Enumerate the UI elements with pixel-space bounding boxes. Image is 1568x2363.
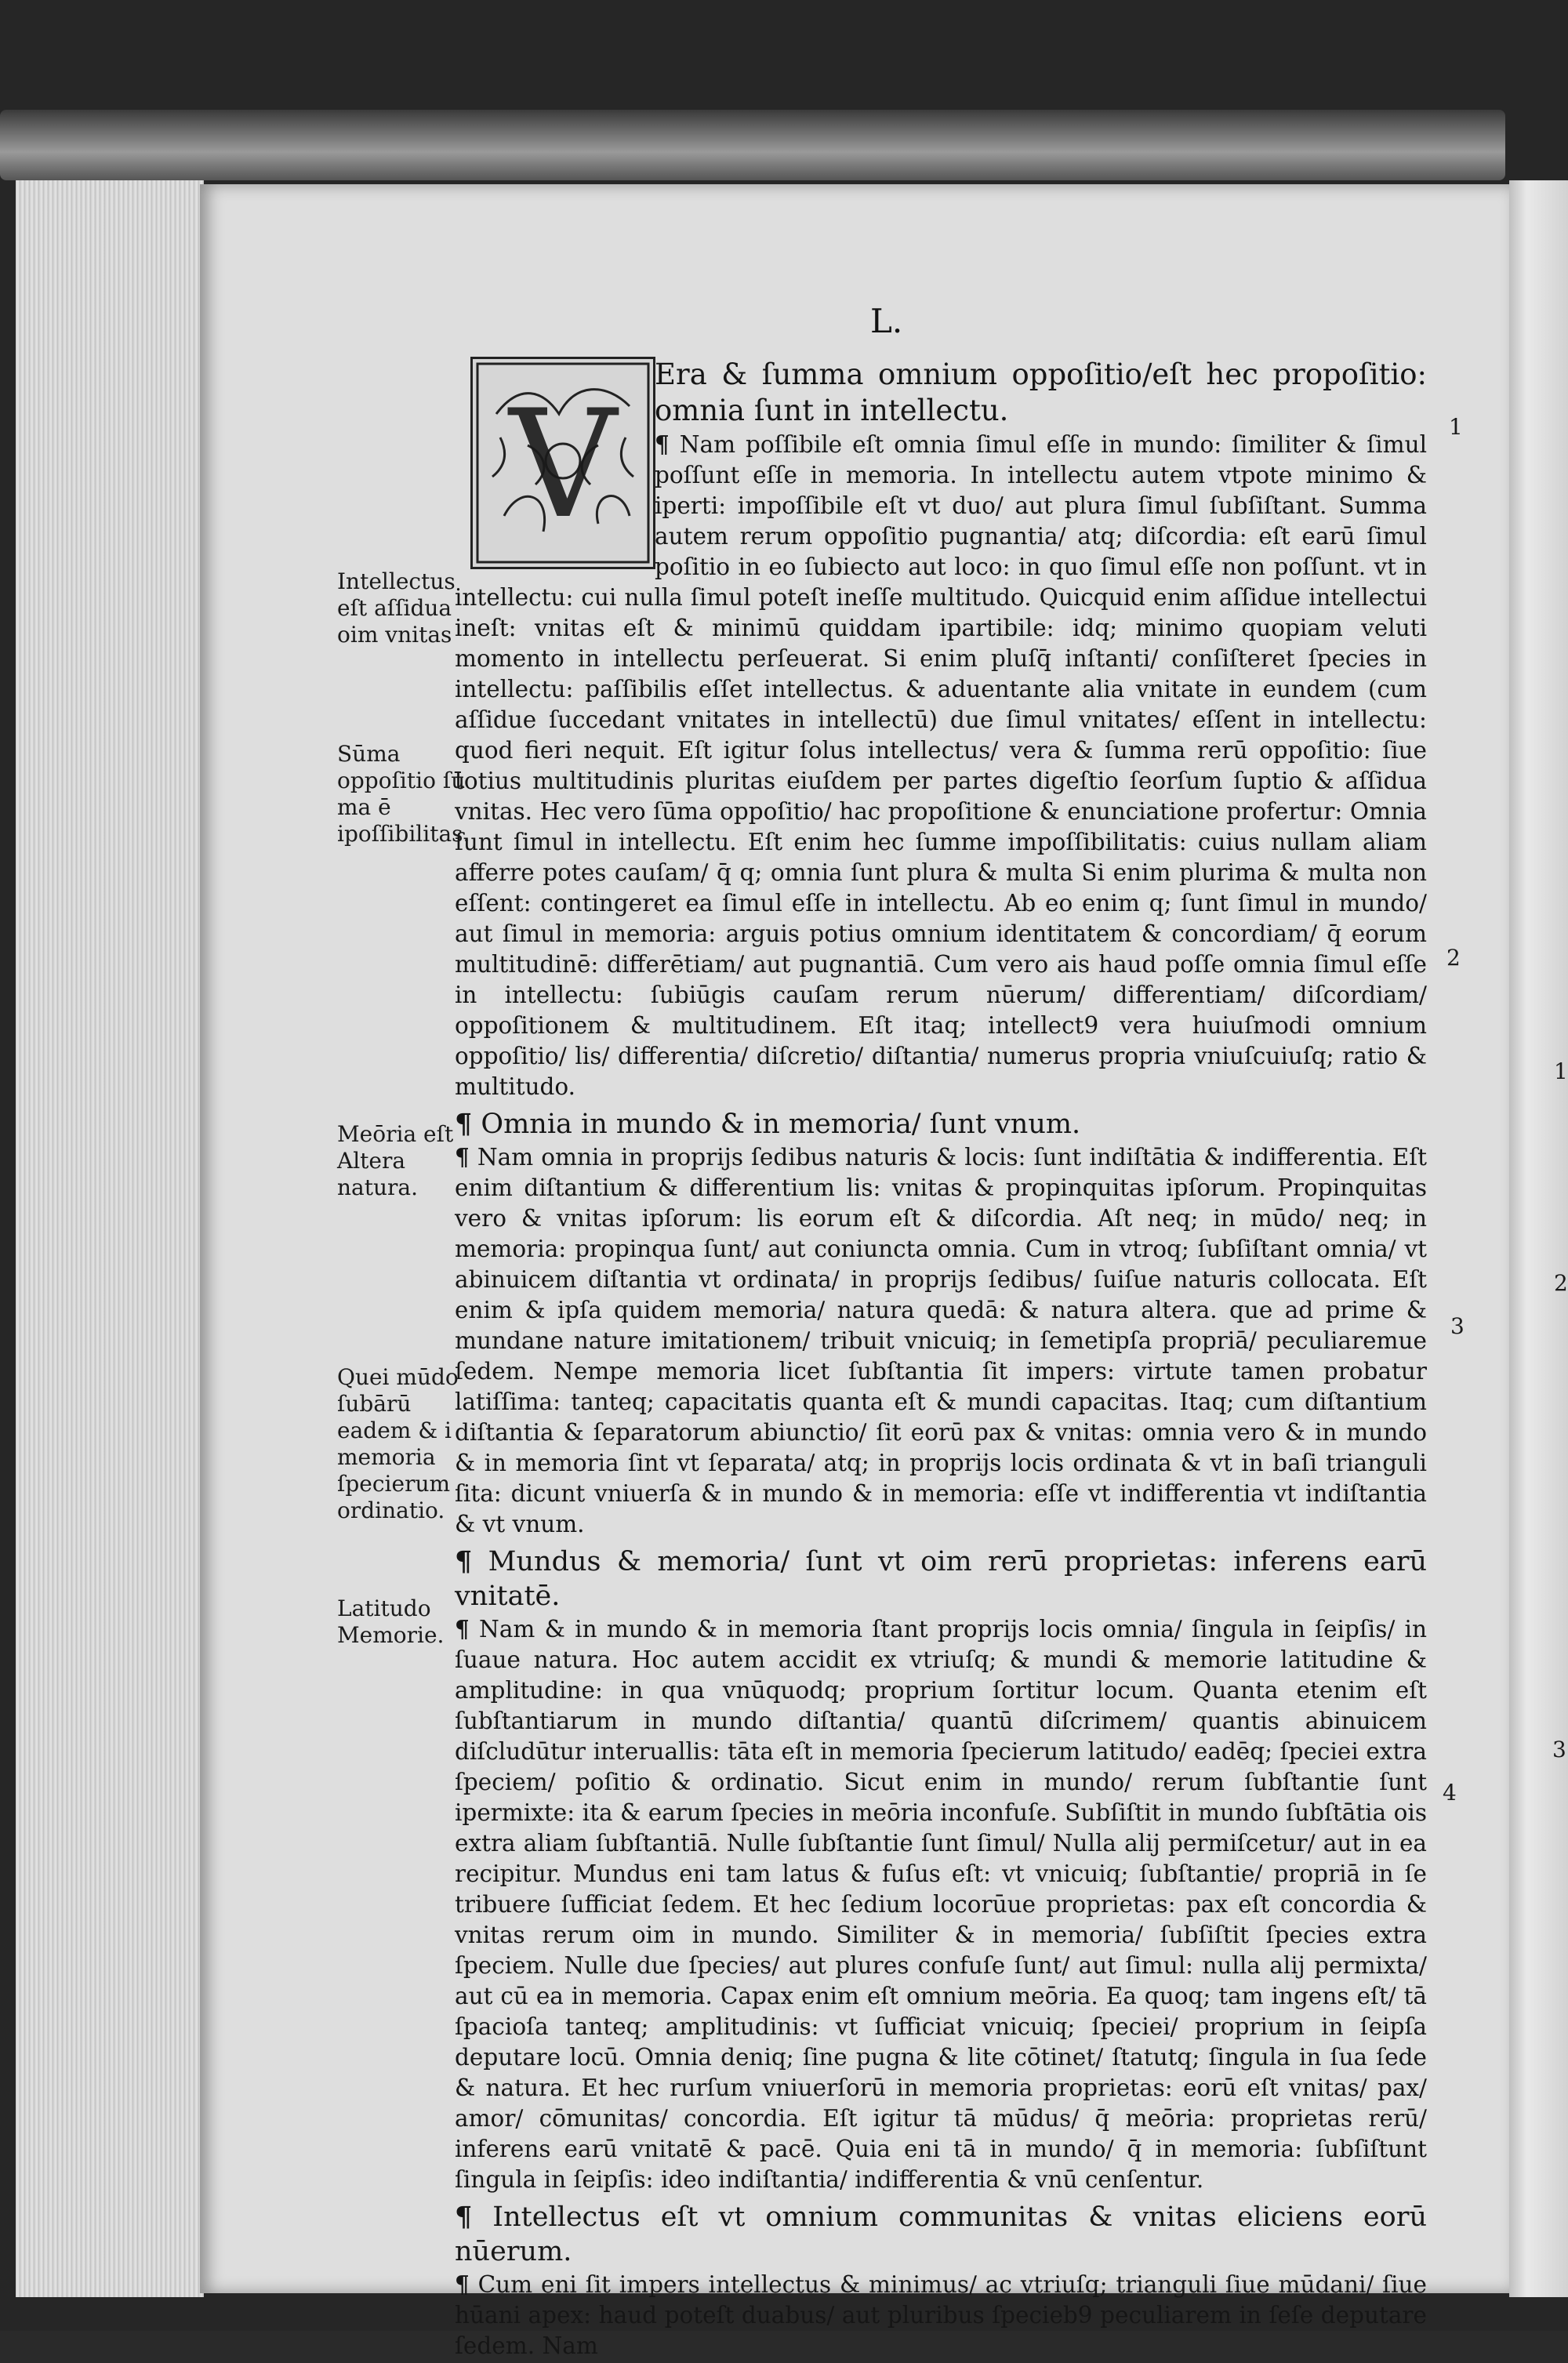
section-text-1: ¶ Nam poſſibile eſt omnia ſimul eſſe in mundo: ſimiliter & ſimul poſſunt eſſe in memoria. In intellectu autem vtpote minimo & iperti: impoſſibile eſt vt duo/ aut plura ſimul ſubſiſtant. Summa autem rerum oppoſitio pugnantia/ atq; diſcordia: eſt earū ſimul poſitio in eo ſubiecto aut loco: in quo ſimul eſſe non poſſunt. vt in intellectu: cui nulla ſimul poteſt ineſſe multitudo. Quicquid enim aſſidue intellectui ineſt: vnitas eſt & minimū quiddam ipartibile: idq; minimo quopiam veluti momento in intellectu perſeuerat. Si enim pluſq̄ inſtanti/ conſiſteret ſpecies in intellectu: paſſibilis eſſet intellectus. & aduentante alia vnitate in eundem (cum aſſidue ſuccedant vnitates in intellectū) due ſimul vnitates/ eſſent in intellectu: quod fieri nequit. Eſt igitur ſolus intellectus/ vera & ſumma rerū oppoſitio: ſiue totius multitudinis pluritas eiuſdem per partes digeſtio ſeorſum ſuptio & aſſidua vnitas. Hec vero ſūma oppoſitio/ hac propoſitione & enunciatione profertur: Omnia ſunt ſimul in intellectu. Eſt enim hec ſumme impoſſibilitatis: cuius nullam aliam afferre potes cauſam/ q̄ q; omnia ſunt plura & multa Si enim plurima & multa non eſſent: contingeret ea ſimul eſſe in intellectu. Ab eo enim q; ſunt ſimul in mundo/ aut ſimul in memoria: arguis potius omnium identitatem & concordiam/ q̄ eorum multitudinē: differētiam/ aut pugnantiā. Cum vero ais haud poſſe omnia ſimul eſſe in intellectu: ſubiūgis cauſam rerum nūerum/ differentiam/ diſcordiam/ oppoſitionem & multitudinem. Eſt itaq; intellect9 vera huiuſmodi omnium oppoſitio/ lis/ differentia/ diſcretio/ diſtantia/ numerus propria vniuſcuiuſq; ratio & multitudo. <box>455 430 1428 1100</box>
section-number: 1 <box>1449 414 1463 440</box>
facing-page-number: 3 <box>1552 1737 1566 1762</box>
facing-page-edge <box>1509 180 1568 2297</box>
facing-page-number: 1 <box>1554 1058 1568 1084</box>
marginal-note: Meōria eſt Altera natura. <box>337 1121 454 1200</box>
folio-number: L. <box>870 302 903 340</box>
section-number: 3 <box>1450 1313 1465 1339</box>
marginal-note: Sūma oppoſitio ſū ma ē ipoſſibilitas. <box>337 741 470 847</box>
section-heading-3: ¶ Mundus & memoria/ ſunt vt oim rerū proprietas: inferens earū vnitatē. <box>455 1545 1427 1612</box>
facing-page-number: 2 <box>1554 1270 1568 1296</box>
marginal-note: Intellectus eſt aſſidua oim vnitas <box>337 568 456 648</box>
section-text-2: ¶ Nam omnia in proprijs ſedibus naturis & locis: ſunt indiſtātia & indifferentia. Eſt enim diſtantium & differentium lis: vnitas & propinquitas ipſorum. Propinquitas vero & vnitas ipſorum: lis eorum eſt & diſcordia. Aſt neq; in mūdo/ neq; in memoria: propinqua ſunt/ aut coniuncta omnia. Cum in vtroq; ſubſiſtant omnia/ vt abinuicem diſtantia vt ordinata/ in proprijs ſedibus/ ſuiſue naturis collocata. Eſt enim & ipſa quidem memoria/ natura quedā: & natura altera. que ad prime & mundane nature imitationem/ tribuit vnicuiq; in ſemetipſa propriā/ peculiaremue ſedem. Nempe memoria licet ſubſtantia ſit impers: virtute tamen probatur latiſſima: tanteq; capacitatis quanta eſt & mundi capacitas. Itaq; cum diſtantium diſtantia & ſeparatorum abiunctio/ ſit eorū pax & vnitas: omnia vero & in mundo & in memoria ſint vt ſeparata/ atq; in proprijs locis ordinata & vt in baſi trianguli ſita: dicunt vniuerſa & in mundo & in memoria: eſſe vt indifferentia vt indiſtantia & vt vnum. <box>455 1143 1427 1537</box>
section-heading-2: ¶ Omnia in mundo & in memoria/ ſunt vnum. <box>455 1108 1081 1140</box>
marginal-note: Latitudo Memorie. <box>337 1595 445 1648</box>
book-binding-edge <box>0 110 1505 180</box>
section-number: 2 <box>1446 945 1461 971</box>
marginal-note: Quei mūdo ſubārū eadem & i memoria ſpecierum ordinatio. <box>337 1364 459 1523</box>
section-text-3: ¶ Nam & in mundo & in memoria ſtant proprijs locis omnia/ ſingula in ſeipſis/ in ſuaue natura. Hoc autem accidit ex vtriuſq; & mundi & memorie latitudine & amplitudine: in qua vnūquodq; proprium ſortitur locum. Quanta etenim eſt ſubſtantiarum in mundo diſtantia/ quantū diſcrimem/ quantis abinuicem diſcludūtur interuallis: tāta eſt in memoria ſpecierum latitudo/ eadēq; ſpeciei extra ſpeciem/ poſitio & ordinatio. Sicut enim in mundo/ rerum ſubſtantie ſunt ipermixte: ita & earum ſpecies in meōria inconfuſe. Subſiſtit in mundo ſubſtātia ois extra aliam ſubſtantiā. Nulle ſubſtantie ſunt ſimul/ Nulla alij permiſcetur/ aut in ea recipitur. Mundus eni tam latus & fuſus eſt: vt vnicuiq; ſubſtantie/ propriā in ſe tribuere ſufficiat ſedem. Et hec ſedium locorūue proprietas: pax eſt concordia & vnitas rerum oim in mundo. Similiter & in memoria/ ſubſiſtit ſpecies extra ſpeciem. Nulle due ſpecies/ aut plures confuſe ſunt/ aut ſimul: nulla alij permixta/ aut cū ea in memoria. Capax enim eſt omnium meōria. Ea quoq; tam ingens eſt/ tā ſpacioſa tanteq; amplitudinis: vt ſufficiat vnicuiq; ſpeciei/ proprium in ſeipſa deputare locū. Omnia deniq; ſine pugna & lite cōtinet/ ſtatutq; ſingula in ſua ſede & natura. Et hec rurſum vniuerſorū in memoria proprietas: eorū eſt vnitas/ pax/ amor/ cōmunitas/ concordia. Eſt igitur tā mūdus/ q̄ meōria: proprietas rerū/ inferens earū vnitatē & pacē. Quia eni tā in mundo/ q̄ in memoria: ſubſiſtunt ſingula in ſeipſis: ideo indiſtantia/ indifferentia & vnū cenſentur. <box>455 1615 1427 2193</box>
lead-heading: Era & ſumma omnium oppoſitio/eſt hec propoſitio: omnia ſunt in intellectu. <box>655 358 1427 427</box>
section-heading-4: ¶ Intellectus eſt vt omnium communitas & vnitas eliciens eorū nūerum. <box>455 2201 1427 2267</box>
initial-letter: V <box>509 378 617 551</box>
section-text-4: ¶ Cum eni ſit impers intellectus & minimus/ ac vtriuſq; trianguli ſiue mūdani/ ſiue hūani apex: haud poteſt duabus/ aut pluribus ſpecieb9 peculiarem in ſeſe deputare ſedem. Nam <box>455 2270 1427 2359</box>
section-number: 4 <box>1443 1780 1457 1806</box>
main-text-block <box>455 357 1427 2363</box>
page-stack <box>16 180 204 2297</box>
